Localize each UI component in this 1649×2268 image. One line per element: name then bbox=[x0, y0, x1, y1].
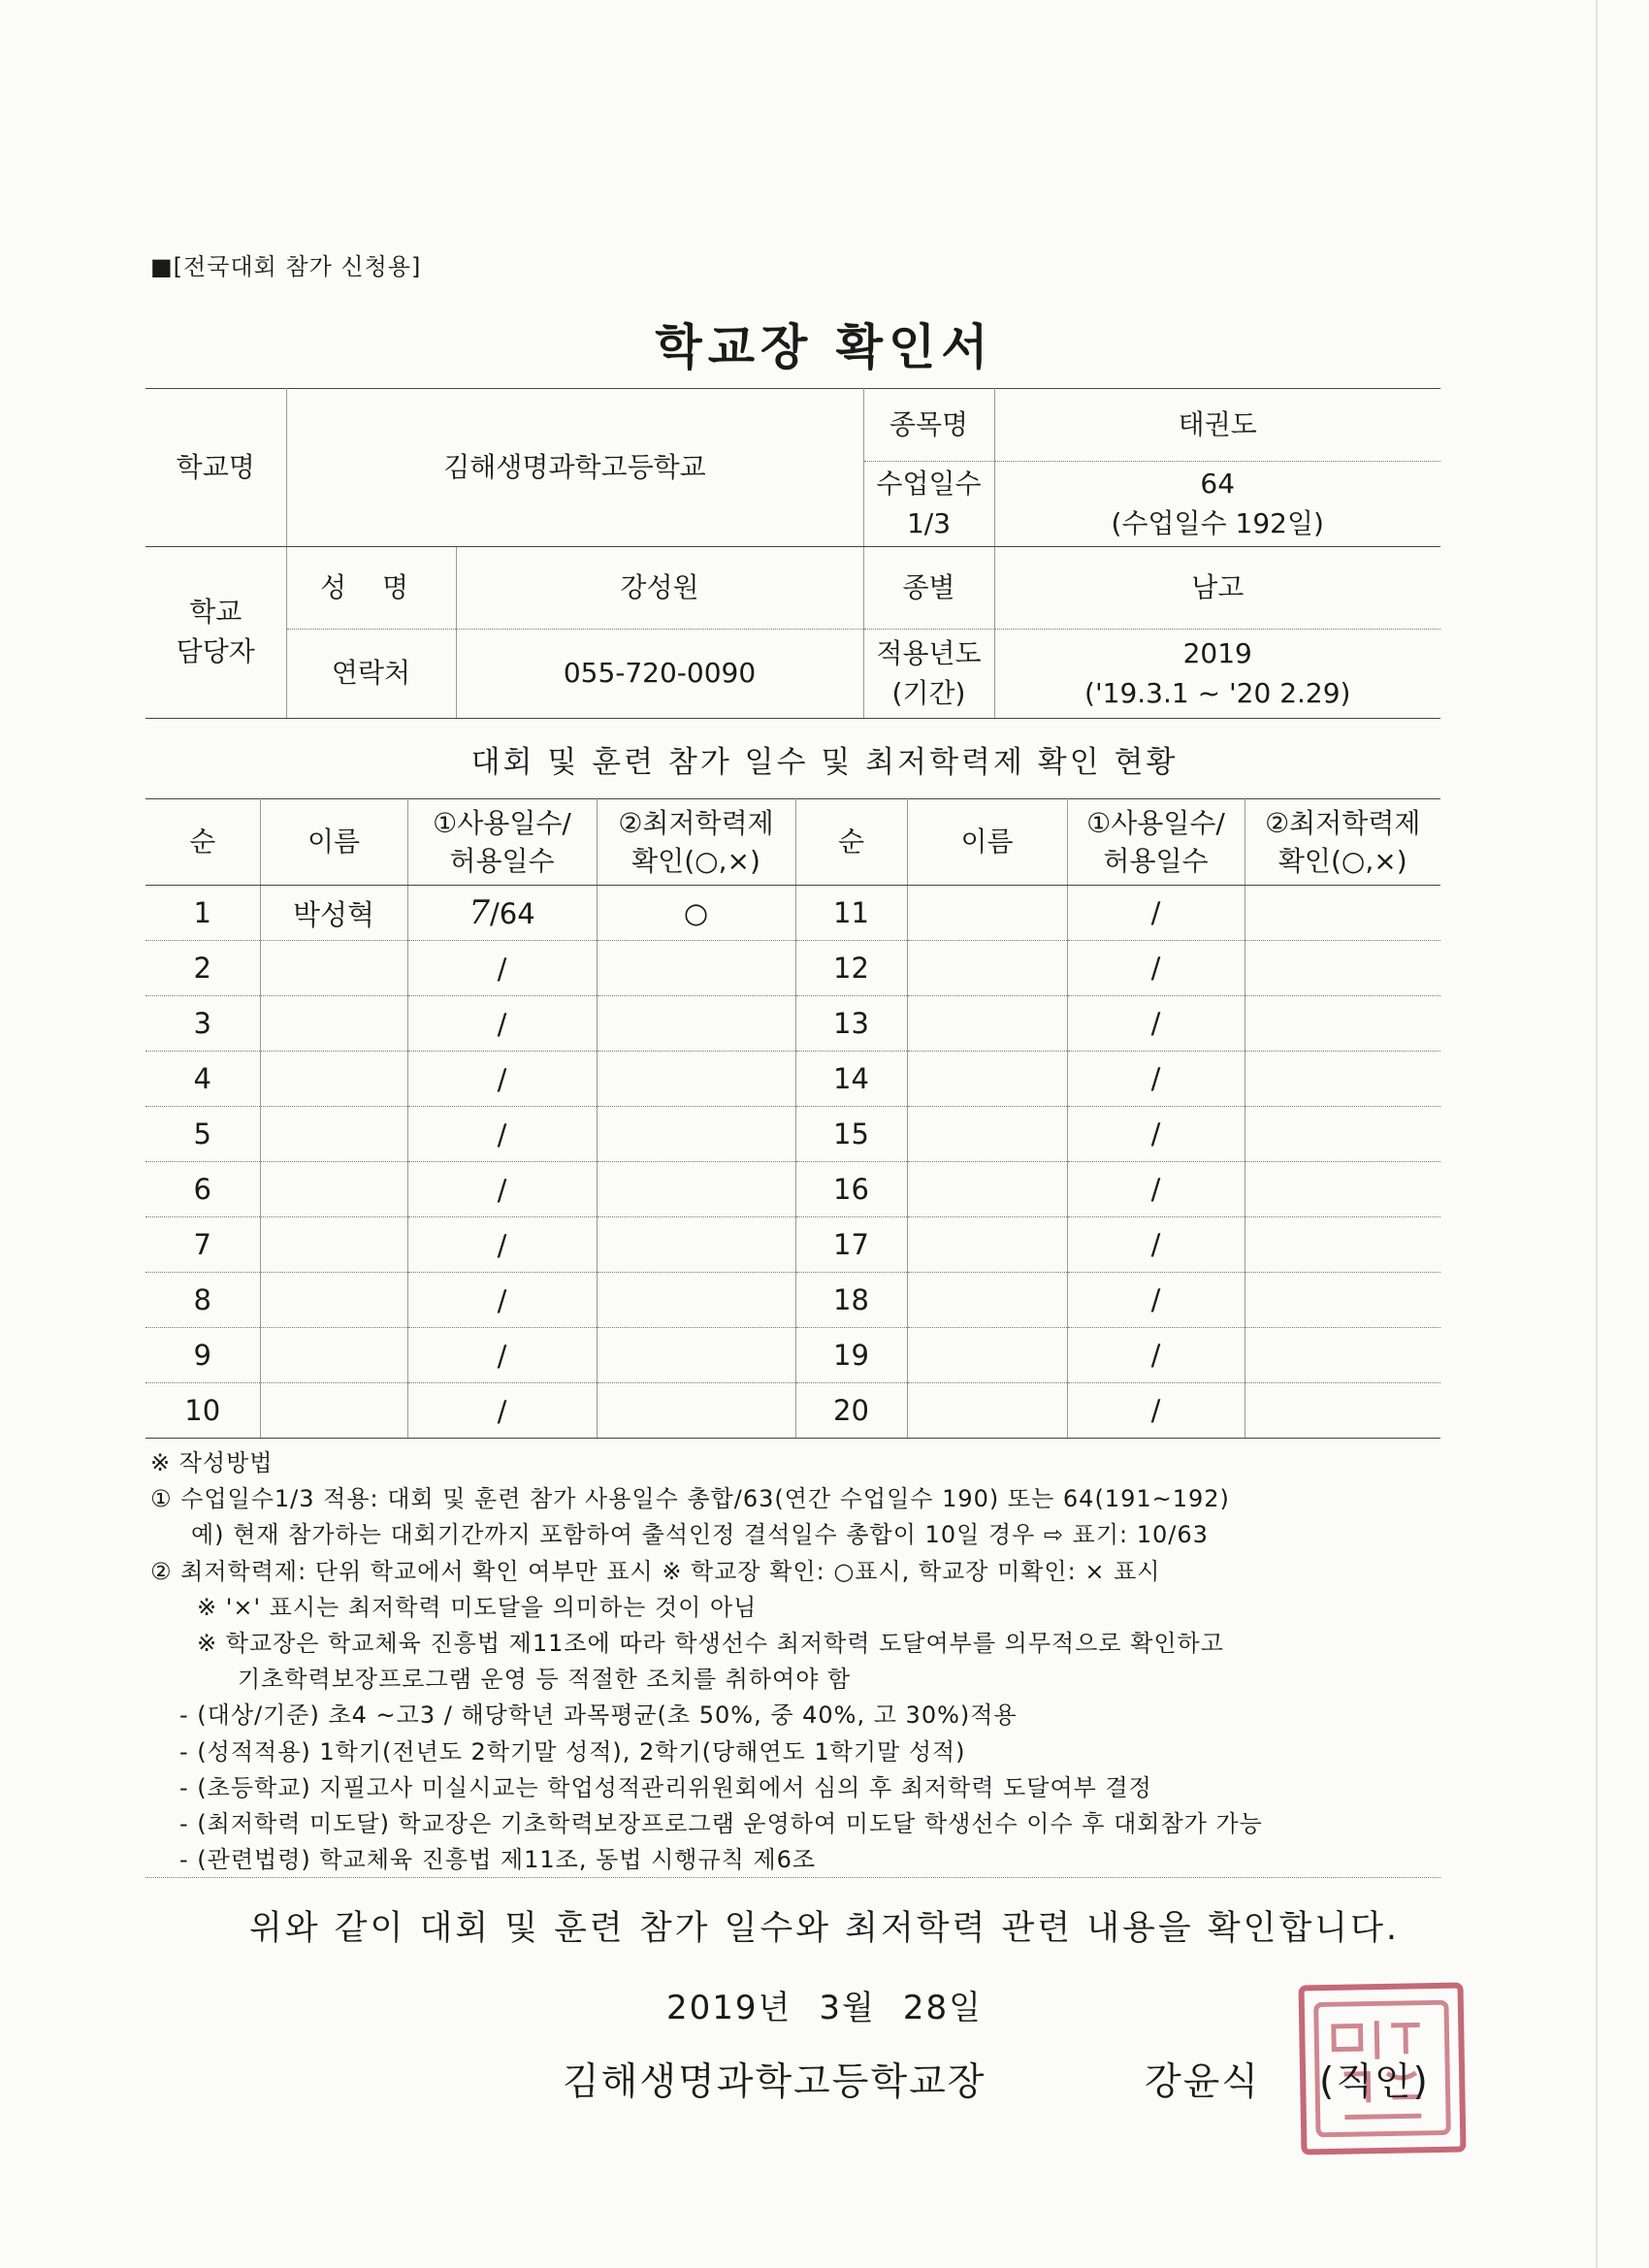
date-year: 2019년 bbox=[666, 1989, 792, 2027]
table-row bbox=[146, 1328, 1440, 1383]
min-academic-check-left bbox=[597, 1107, 795, 1162]
class-days-value bbox=[994, 462, 1440, 547]
header-check-line1: ②최저학력제 bbox=[1265, 806, 1421, 839]
student-name-right bbox=[907, 996, 1067, 1052]
document-title: 학교장 확인서 bbox=[655, 319, 994, 375]
days-allowed: / bbox=[497, 1340, 507, 1373]
row-number-right: 16 bbox=[795, 1162, 907, 1217]
instruction-line: - (관련법령) 학교체육 진흥법 제11조, 동법 시행규칙 제6조 bbox=[179, 1846, 817, 1874]
student-name-left bbox=[260, 1052, 407, 1107]
contact-value: 055-720-0090 bbox=[456, 630, 863, 719]
manager-label-line2: 담당자 bbox=[176, 635, 255, 667]
student-name-left bbox=[260, 1217, 407, 1273]
header-check-line2: 확인(○,×) bbox=[631, 845, 760, 877]
instruction-line: - (대상/기준) 초4 ~고3 / 해당학년 과목평균(초 50%, 중 40%, 고 30%)적용 bbox=[179, 1701, 1018, 1730]
days-left bbox=[407, 1383, 597, 1439]
row-number-left: 7 bbox=[146, 1217, 260, 1273]
student-name-right bbox=[907, 1328, 1067, 1383]
days-right: / bbox=[1067, 1107, 1245, 1162]
instruction-line: ② 최저학력제: 단위 학교에서 확인 여부만 표시 ※ 학교장 확인: ○표시, 학교장 미확인: × 표시 bbox=[150, 1557, 1161, 1585]
min-academic-check-right bbox=[1245, 1328, 1440, 1383]
sport-value: 태권도 bbox=[994, 389, 1440, 462]
class-days-value-line1: 64 bbox=[1200, 467, 1236, 500]
student-name-left: 박성혁 bbox=[260, 886, 407, 941]
school-name: 김해생명과학고등학교 bbox=[286, 389, 863, 547]
student-name-left bbox=[260, 941, 407, 996]
days-right: / bbox=[1067, 941, 1245, 996]
header-name-left: 이름 bbox=[260, 799, 407, 886]
table-row bbox=[146, 1162, 1440, 1217]
min-academic-check-right bbox=[1245, 1052, 1440, 1107]
min-academic-check-right bbox=[1245, 1107, 1440, 1162]
manager-label-line1: 학교 bbox=[189, 596, 242, 629]
row-number-right: 12 bbox=[795, 941, 907, 996]
days-allowed: /64 bbox=[489, 897, 535, 930]
days-allowed: / bbox=[497, 1395, 507, 1428]
min-academic-check-left bbox=[597, 1273, 795, 1328]
student-name-left bbox=[260, 996, 407, 1052]
row-number-right: 11 bbox=[795, 886, 907, 941]
row-number-right: 14 bbox=[795, 1052, 907, 1107]
student-name-left bbox=[260, 1328, 407, 1383]
table-row bbox=[146, 996, 1440, 1052]
participation-table bbox=[146, 798, 1440, 1439]
min-academic-check-right bbox=[1245, 1273, 1440, 1328]
header-check-right bbox=[1245, 799, 1440, 886]
student-name-right bbox=[907, 1383, 1067, 1439]
student-name-right bbox=[907, 941, 1067, 996]
class-days-label-line2: 1/3 bbox=[906, 506, 952, 539]
student-name-right bbox=[907, 1052, 1067, 1107]
row-number-left: 5 bbox=[146, 1107, 260, 1162]
days-allowed: / bbox=[497, 1284, 507, 1317]
min-academic-check-left bbox=[597, 941, 795, 996]
name-label: 성 명 bbox=[286, 547, 456, 630]
days-allowed: / bbox=[497, 1008, 507, 1041]
header-no-right: 순 bbox=[795, 799, 907, 886]
days-left bbox=[407, 1107, 597, 1162]
table-row bbox=[146, 1107, 1440, 1162]
confirmation-statement: 위와 같이 대회 및 훈련 참가 일수와 최저학력 관련 내용을 확인합니다. bbox=[248, 1909, 1401, 1948]
header-name-right: 이름 bbox=[907, 799, 1067, 886]
student-name-right bbox=[907, 1217, 1067, 1273]
student-name-right bbox=[907, 886, 1067, 941]
form-type-tag: ■[전국대회 참가 신청용] bbox=[150, 253, 422, 280]
writing-instructions bbox=[150, 1445, 1450, 1878]
row-number-left: 6 bbox=[146, 1162, 260, 1217]
min-academic-check-left bbox=[597, 996, 795, 1052]
contact-label: 연락처 bbox=[286, 630, 456, 719]
row-number-right: 17 bbox=[795, 1217, 907, 1273]
row-number-right: 13 bbox=[795, 996, 907, 1052]
instruction-line: 기초학력보장프로그램 운영 등 적절한 조치를 취하여야 함 bbox=[238, 1666, 852, 1694]
header-check-line1: ②최저학력제 bbox=[618, 806, 774, 839]
sport-label: 종목명 bbox=[863, 389, 994, 462]
min-academic-check-left bbox=[597, 1383, 795, 1439]
row-number-left: 2 bbox=[146, 941, 260, 996]
min-academic-check-right bbox=[1245, 886, 1440, 941]
year-label-line1: 적용년도 bbox=[876, 636, 982, 669]
row-number-right: 20 bbox=[795, 1383, 907, 1439]
class-days-label-line1: 수업일수 bbox=[876, 467, 982, 500]
school-info-table bbox=[146, 388, 1440, 719]
min-academic-check-left bbox=[597, 1328, 795, 1383]
header-days-line1: ①사용일수/ bbox=[1086, 806, 1225, 839]
row-number-left: 10 bbox=[146, 1383, 260, 1439]
class-days-label bbox=[863, 462, 994, 547]
table-row bbox=[146, 1273, 1440, 1328]
header-days-left bbox=[407, 799, 597, 886]
row-number-left: 4 bbox=[146, 1052, 260, 1107]
days-left bbox=[407, 1273, 597, 1328]
table-row bbox=[146, 1383, 1440, 1439]
year-value-line1: 2019 bbox=[1182, 636, 1252, 669]
student-name-left bbox=[260, 1107, 407, 1162]
min-academic-check-left bbox=[597, 1052, 795, 1107]
days-left bbox=[407, 996, 597, 1052]
year-value-line2: ('19.3.1 ~ '20 2.29) bbox=[1084, 676, 1351, 709]
row-number-right: 15 bbox=[795, 1107, 907, 1162]
min-academic-check-right bbox=[1245, 941, 1440, 996]
min-academic-check-left: ○ bbox=[597, 886, 795, 941]
header-days-line2: 허용일수 bbox=[1103, 845, 1209, 877]
min-academic-check-right bbox=[1245, 996, 1440, 1052]
name-value: 강성원 bbox=[456, 547, 863, 630]
participation-rows bbox=[146, 886, 1440, 1439]
date-day: 28일 bbox=[902, 1989, 983, 2027]
row-number-left: 8 bbox=[146, 1273, 260, 1328]
days-right: / bbox=[1067, 1383, 1245, 1439]
min-academic-check-left bbox=[597, 1217, 795, 1273]
days-allowed: / bbox=[497, 1118, 507, 1151]
days-right: / bbox=[1067, 1052, 1245, 1107]
header-days-line2: 허용일수 bbox=[449, 845, 555, 877]
year-label-line2: (기간) bbox=[891, 676, 966, 709]
class-days-value-line2: (수업일수 192일) bbox=[1111, 506, 1324, 539]
days-right: / bbox=[1067, 1328, 1245, 1383]
student-name-left bbox=[260, 1273, 407, 1328]
year-value bbox=[994, 630, 1440, 719]
row-number-left: 1 bbox=[146, 886, 260, 941]
days-right: / bbox=[1067, 886, 1245, 941]
section-subtitle: 대회 및 훈련 참가 일수 및 최저학력제 확인 현황 bbox=[470, 745, 1179, 780]
instruction-line: ※ 작성방법 bbox=[150, 1449, 274, 1476]
row-number-right: 19 bbox=[795, 1328, 907, 1383]
year-label bbox=[863, 630, 994, 719]
header-days-line1: ①사용일수/ bbox=[433, 806, 571, 839]
days-left bbox=[407, 1052, 597, 1107]
student-name-right bbox=[907, 1162, 1067, 1217]
days-used-handwritten: 7 bbox=[469, 893, 490, 932]
days-left bbox=[407, 886, 597, 941]
days-allowed: / bbox=[497, 953, 507, 986]
days-right: / bbox=[1067, 1162, 1245, 1217]
notes-divider bbox=[146, 1877, 1440, 1878]
gender-label: 종별 bbox=[863, 547, 994, 630]
table-header-row bbox=[146, 799, 1440, 886]
instruction-line: 예) 현재 참가하는 대회기간까지 포함하여 출석인정 결석일수 총합이 10일 경우 ⇨ 표기: 10/63 bbox=[191, 1521, 1209, 1549]
days-right: / bbox=[1067, 1273, 1245, 1328]
days-left bbox=[407, 1217, 597, 1273]
student-name-right bbox=[907, 1273, 1067, 1328]
instruction-line: ※ '×' 표시는 최저학력 미도달을 의미하는 것이 아님 bbox=[197, 1593, 758, 1621]
date-month: 3월 bbox=[819, 1989, 876, 2027]
days-right: / bbox=[1067, 1217, 1245, 1273]
student-name-left bbox=[260, 1162, 407, 1217]
gender-value: 남고 bbox=[994, 547, 1440, 630]
min-academic-check-left bbox=[597, 1162, 795, 1217]
header-check-line2: 확인(○,×) bbox=[1277, 845, 1407, 877]
instruction-line: ※ 학교장은 학교체육 진흥법 제11조에 따라 학생선수 최저학력 도달여부를 의무적으로 확인하고 bbox=[197, 1629, 1224, 1657]
header-check-left bbox=[597, 799, 795, 886]
table-row bbox=[146, 941, 1440, 996]
days-left bbox=[407, 1162, 597, 1217]
days-right: / bbox=[1067, 996, 1245, 1052]
school-label: 학교명 bbox=[146, 389, 286, 547]
min-academic-check-right bbox=[1245, 1217, 1440, 1273]
seal-mark-text: (직인) bbox=[1319, 2060, 1430, 2104]
manager-label bbox=[146, 547, 286, 719]
table-row bbox=[146, 886, 1440, 941]
days-allowed: / bbox=[497, 1063, 507, 1096]
days-left bbox=[407, 1328, 597, 1383]
student-name-left bbox=[260, 1383, 407, 1439]
min-academic-check-right bbox=[1245, 1162, 1440, 1217]
row-number-right: 18 bbox=[795, 1273, 907, 1328]
instruction-line: - (초등학교) 지필고사 미실시교는 학업성적관리위원회에서 심의 후 최저학력 도달여부 결정 bbox=[179, 1773, 1152, 1801]
days-allowed: / bbox=[497, 1229, 507, 1262]
row-number-left: 9 bbox=[146, 1328, 260, 1383]
student-name-right bbox=[907, 1107, 1067, 1162]
days-allowed: / bbox=[497, 1174, 507, 1207]
row-number-left: 3 bbox=[146, 996, 260, 1052]
table-row bbox=[146, 1052, 1440, 1107]
table-row bbox=[146, 1217, 1440, 1273]
instruction-line: - (성적적용) 1학기(전년도 2학기말 성적), 2학기(당해연도 1학기말 성적) bbox=[179, 1737, 966, 1766]
school-principal-title: 김해생명과학고등학교장 bbox=[563, 2060, 986, 2104]
min-academic-check-right bbox=[1245, 1383, 1440, 1439]
principal-name: 강윤식 bbox=[1145, 2060, 1261, 2104]
instruction-line: - (최저학력 미도달) 학교장은 기초학력보장프로그램 운영하여 미도달 학생선수 이수 후 대회참가 가능 bbox=[179, 1809, 1263, 1837]
days-left bbox=[407, 941, 597, 996]
header-no-left: 순 bbox=[146, 799, 260, 886]
instruction-line: ① 수업일수1/3 적용: 대회 및 훈련 참가 사용일수 총합/63(연간 수업일수 190) 또는 64(191~192) bbox=[150, 1485, 1230, 1513]
header-days-right bbox=[1067, 799, 1245, 886]
